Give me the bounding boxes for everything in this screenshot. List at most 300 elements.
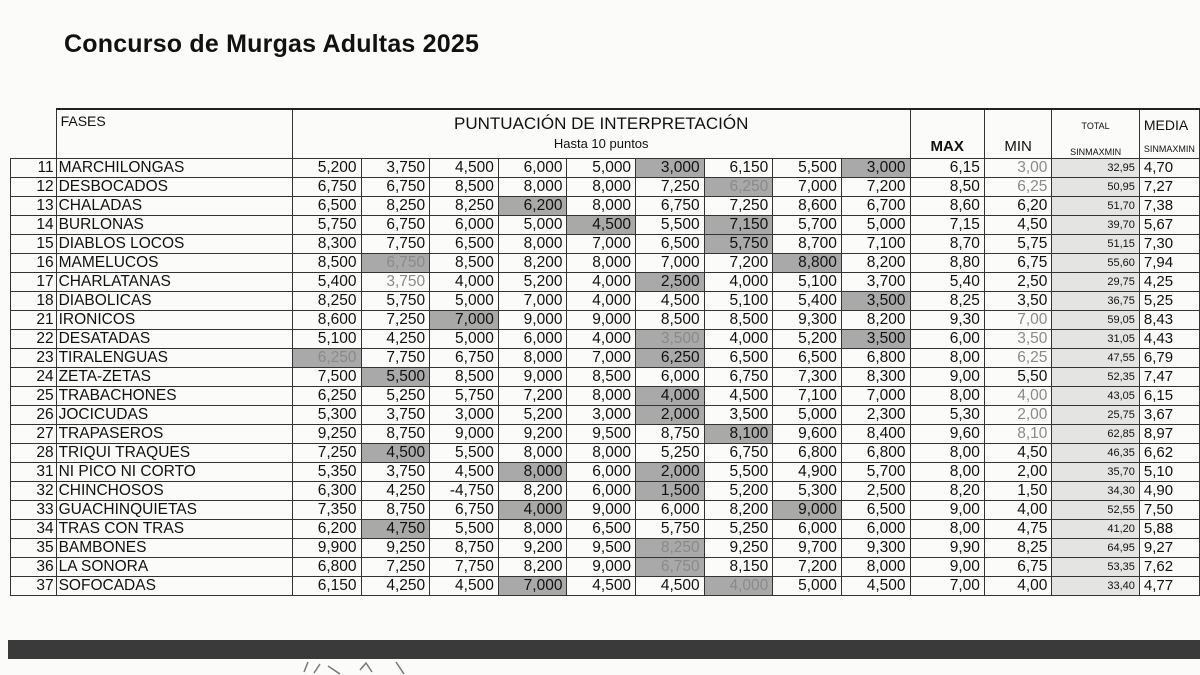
- total-value: 64,95: [1052, 539, 1139, 558]
- media-value: 7,47: [1139, 368, 1199, 387]
- max-value: 9,60: [910, 425, 984, 444]
- group-name: DIABLOS LOCOS: [56, 235, 292, 254]
- row-number: 36: [11, 558, 57, 577]
- judge-score: 6,250: [292, 349, 361, 368]
- judge-score: 6,500: [430, 235, 499, 254]
- judge-score: 6,150: [292, 577, 361, 596]
- judge-score: 5,750: [704, 235, 773, 254]
- judge-score: 2,500: [841, 482, 910, 501]
- max-value: 9,00: [910, 368, 984, 387]
- table-row: [11, 273, 1200, 292]
- judge-score: 6,500: [636, 235, 705, 254]
- row-number: 24: [11, 368, 57, 387]
- row-number: 27: [11, 425, 57, 444]
- judge-score: 8,600: [292, 311, 361, 330]
- table-row: [11, 349, 1200, 368]
- min-value: 4,75: [984, 520, 1051, 539]
- judge-score: 9,000: [567, 558, 636, 577]
- min-value: 4,00: [984, 577, 1051, 596]
- media-value: 5,10: [1139, 463, 1199, 482]
- total-value: 46,35: [1052, 444, 1139, 463]
- judge-score: 8,500: [567, 368, 636, 387]
- judge-score: 8,750: [636, 425, 705, 444]
- judge-score: 8,500: [430, 254, 499, 273]
- judge-score: 3,500: [841, 292, 910, 311]
- judge-score: 3,750: [361, 273, 430, 292]
- judge-score: 9,000: [567, 311, 636, 330]
- judge-score: 4,000: [430, 273, 499, 292]
- judge-score: 6,000: [430, 216, 499, 235]
- judge-score: 1,500: [636, 482, 705, 501]
- max-value: 8,20: [910, 482, 984, 501]
- table-row: [11, 387, 1200, 406]
- judge-score: 6,750: [704, 444, 773, 463]
- media-value: 8,97: [1139, 425, 1199, 444]
- header-fases: FASES: [56, 109, 292, 159]
- judge-score: 7,000: [773, 178, 842, 197]
- judge-score: 8,000: [498, 235, 567, 254]
- total-value: 53,35: [1052, 558, 1139, 577]
- judge-score: 6,200: [498, 197, 567, 216]
- judge-score: 5,000: [567, 159, 636, 178]
- judge-score: 6,750: [292, 178, 361, 197]
- max-value: 8,60: [910, 197, 984, 216]
- judge-score: 5,200: [773, 330, 842, 349]
- judge-score: 8,200: [704, 501, 773, 520]
- judge-score: 6,000: [636, 501, 705, 520]
- table-row: [11, 444, 1200, 463]
- min-value: 7,00: [984, 311, 1051, 330]
- min-value: 2,00: [984, 463, 1051, 482]
- media-value: 6,15: [1139, 387, 1199, 406]
- min-value: 8,25: [984, 539, 1051, 558]
- judge-score: 3,000: [636, 159, 705, 178]
- judge-score: 3,700: [841, 273, 910, 292]
- judge-score: 3,750: [361, 463, 430, 482]
- judge-score: 4,500: [636, 577, 705, 596]
- header-section: [292, 109, 910, 159]
- row-number: 33: [11, 501, 57, 520]
- min-value: 2,00: [984, 406, 1051, 425]
- min-value: 3,50: [984, 330, 1051, 349]
- min-value: 1,50: [984, 482, 1051, 501]
- judge-score: 8,200: [498, 558, 567, 577]
- judge-score: 2,000: [636, 463, 705, 482]
- max-value: 9,00: [910, 558, 984, 577]
- max-value: 7,15: [910, 216, 984, 235]
- judge-score: 5,200: [498, 273, 567, 292]
- judge-score: 5,200: [704, 482, 773, 501]
- judge-score: 5,400: [292, 273, 361, 292]
- judge-score: 9,900: [292, 539, 361, 558]
- judge-score: 5,000: [430, 292, 499, 311]
- judge-score: 9,300: [841, 539, 910, 558]
- total-value: 55,60: [1052, 254, 1139, 273]
- judge-score: 5,750: [361, 292, 430, 311]
- judge-score: 8,000: [567, 254, 636, 273]
- judge-score: 5,200: [498, 406, 567, 425]
- judge-score: 9,000: [773, 501, 842, 520]
- min-value: 4,00: [984, 387, 1051, 406]
- group-name: DIABOLICAS: [56, 292, 292, 311]
- judge-score: 7,000: [841, 387, 910, 406]
- judge-score: 7,150: [704, 216, 773, 235]
- judge-score: 3,500: [841, 330, 910, 349]
- judge-score: 6,250: [704, 178, 773, 197]
- judge-score: 7,750: [361, 349, 430, 368]
- judge-score: 6,250: [636, 349, 705, 368]
- judge-score: 5,000: [773, 577, 842, 596]
- row-number: 34: [11, 520, 57, 539]
- judge-score: 7,000: [498, 577, 567, 596]
- total-value: 62,85: [1052, 425, 1139, 444]
- judge-score: 7,000: [636, 254, 705, 273]
- judge-score: 8,500: [430, 368, 499, 387]
- judge-score: 5,100: [704, 292, 773, 311]
- judge-score: 8,200: [498, 254, 567, 273]
- total-value: 34,30: [1052, 482, 1139, 501]
- media-value: 7,94: [1139, 254, 1199, 273]
- judge-score: 8,200: [841, 254, 910, 273]
- judge-score: 5,100: [773, 273, 842, 292]
- judge-score: 4,500: [430, 463, 499, 482]
- judge-score: 9,200: [498, 539, 567, 558]
- min-value: 3,50: [984, 292, 1051, 311]
- row-number: 22: [11, 330, 57, 349]
- judge-score: 7,000: [430, 311, 499, 330]
- judge-score: 8,750: [361, 501, 430, 520]
- min-value: 6,20: [984, 197, 1051, 216]
- total-value: 25,75: [1052, 406, 1139, 425]
- judge-score: 5,000: [498, 216, 567, 235]
- judge-score: 6,750: [430, 349, 499, 368]
- header-total-label: TOTAL: [1081, 121, 1110, 131]
- judge-score: 9,500: [567, 425, 636, 444]
- row-number: 15: [11, 235, 57, 254]
- judge-score: 3,000: [841, 159, 910, 178]
- judge-score: 8,300: [841, 368, 910, 387]
- judge-score: 6,000: [636, 368, 705, 387]
- judge-score: 7,000: [498, 292, 567, 311]
- row-number: 21: [11, 311, 57, 330]
- row-number: 28: [11, 444, 57, 463]
- row-number: 16: [11, 254, 57, 273]
- judge-score: 5,200: [292, 159, 361, 178]
- group-name: GUACHINQUIETAS: [56, 501, 292, 520]
- judge-score: 4,500: [636, 292, 705, 311]
- table-row: [11, 254, 1200, 273]
- judge-score: -4,750: [430, 482, 499, 501]
- judge-score: 8,200: [498, 482, 567, 501]
- judge-score: 5,500: [430, 444, 499, 463]
- judge-score: 5,500: [704, 463, 773, 482]
- judge-score: 6,500: [773, 349, 842, 368]
- media-value: 4,43: [1139, 330, 1199, 349]
- judge-score: 4,000: [567, 273, 636, 292]
- judge-score: 3,750: [361, 406, 430, 425]
- max-value: 5,30: [910, 406, 984, 425]
- table-row: [11, 577, 1200, 596]
- table-row: [11, 539, 1200, 558]
- min-value: 2,50: [984, 273, 1051, 292]
- judge-score: 8,500: [430, 178, 499, 197]
- min-value: 4,00: [984, 501, 1051, 520]
- media-value: 5,88: [1139, 520, 1199, 539]
- total-value: 39,70: [1052, 216, 1139, 235]
- group-name: CHINCHOSOS: [56, 482, 292, 501]
- table-row: [11, 368, 1200, 387]
- table-row: [11, 482, 1200, 501]
- score-rows: [11, 159, 1200, 596]
- judge-score: 8,600: [773, 197, 842, 216]
- judge-score: 9,700: [773, 539, 842, 558]
- judge-score: 5,500: [361, 368, 430, 387]
- judge-score: 8,400: [841, 425, 910, 444]
- media-value: 4,77: [1139, 577, 1199, 596]
- judge-score: 4,500: [430, 159, 499, 178]
- total-value: 41,20: [1052, 520, 1139, 539]
- judge-score: 6,750: [361, 178, 430, 197]
- judge-score: 9,600: [773, 425, 842, 444]
- header-section-title: PUNTUACIÓN DE INTERPRETACIÓN: [454, 114, 749, 133]
- judge-score: 9,250: [292, 425, 361, 444]
- judge-score: 6,800: [841, 444, 910, 463]
- group-name: TIRALENGUAS: [56, 349, 292, 368]
- judge-score: 5,700: [773, 216, 842, 235]
- judge-score: 6,000: [841, 520, 910, 539]
- judge-score: 4,000: [567, 330, 636, 349]
- group-name: CHALADAS: [56, 197, 292, 216]
- judge-score: 9,000: [498, 311, 567, 330]
- judge-score: 7,250: [361, 311, 430, 330]
- judge-score: 5,400: [773, 292, 842, 311]
- min-value: 6,25: [984, 178, 1051, 197]
- judge-score: 5,250: [704, 520, 773, 539]
- judge-score: 8,000: [498, 444, 567, 463]
- max-value: 7,00: [910, 577, 984, 596]
- judge-score: 4,750: [361, 520, 430, 539]
- judge-score: 3,500: [704, 406, 773, 425]
- judge-score: 6,150: [704, 159, 773, 178]
- judge-score: 5,250: [361, 387, 430, 406]
- judge-score: 8,500: [636, 311, 705, 330]
- group-name: MARCHILONGAS: [56, 159, 292, 178]
- judge-score: 6,800: [292, 558, 361, 577]
- max-value: 8,25: [910, 292, 984, 311]
- group-name: ZETA-ZETAS: [56, 368, 292, 387]
- judge-score: 4,000: [498, 501, 567, 520]
- judge-score: 5,000: [430, 330, 499, 349]
- header-min: MIN: [984, 109, 1051, 159]
- judge-score: 6,500: [704, 349, 773, 368]
- total-value: 51,15: [1052, 235, 1139, 254]
- judge-score: 4,000: [704, 273, 773, 292]
- min-value: 4,50: [984, 216, 1051, 235]
- row-number: 35: [11, 539, 57, 558]
- total-value: 36,75: [1052, 292, 1139, 311]
- table-row: [11, 159, 1200, 178]
- judge-score: 4,000: [636, 387, 705, 406]
- judge-score: 8,500: [704, 311, 773, 330]
- judge-score: 5,500: [773, 159, 842, 178]
- judge-score: 6,000: [773, 520, 842, 539]
- total-value: 51,70: [1052, 197, 1139, 216]
- max-value: 9,00: [910, 501, 984, 520]
- table-row: [11, 235, 1200, 254]
- media-value: 7,27: [1139, 178, 1199, 197]
- handwritten-mark: [300, 660, 420, 675]
- judge-score: 7,250: [704, 197, 773, 216]
- judge-score: 4,250: [361, 482, 430, 501]
- judge-score: 4,500: [841, 577, 910, 596]
- judge-score: 2,500: [636, 273, 705, 292]
- judge-score: 4,500: [567, 577, 636, 596]
- judge-score: 6,000: [498, 330, 567, 349]
- row-number: 17: [11, 273, 57, 292]
- header-media-sub: SINMAXMIN: [1143, 144, 1195, 154]
- media-value: 5,67: [1139, 216, 1199, 235]
- judge-score: 6,750: [430, 501, 499, 520]
- group-name: MAMELUCOS: [56, 254, 292, 273]
- judge-score: 3,750: [361, 159, 430, 178]
- judge-score: 5,300: [773, 482, 842, 501]
- judge-score: 5,700: [841, 463, 910, 482]
- judge-score: 8,000: [498, 520, 567, 539]
- judge-score: 4,500: [567, 216, 636, 235]
- judge-score: 8,200: [841, 311, 910, 330]
- judge-score: 8,700: [773, 235, 842, 254]
- judge-score: 5,350: [292, 463, 361, 482]
- judge-score: 8,800: [773, 254, 842, 273]
- group-name: TRAPASEROS: [56, 425, 292, 444]
- media-value: 9,27: [1139, 539, 1199, 558]
- group-name: LA SONORA: [56, 558, 292, 577]
- judge-score: 4,250: [361, 330, 430, 349]
- judge-score: 4,000: [567, 292, 636, 311]
- judge-score: 8,000: [567, 387, 636, 406]
- total-value: 29,75: [1052, 273, 1139, 292]
- table-row: [11, 216, 1200, 235]
- judge-score: 6,750: [636, 197, 705, 216]
- judge-score: 8,000: [567, 444, 636, 463]
- judge-score: 6,750: [636, 558, 705, 577]
- judge-score: 8,150: [704, 558, 773, 577]
- max-value: 8,00: [910, 463, 984, 482]
- group-name: SOFOCADAS: [56, 577, 292, 596]
- judge-score: 5,500: [430, 520, 499, 539]
- judge-score: 9,500: [567, 539, 636, 558]
- score-table: [10, 108, 1200, 596]
- group-name: TRABACHONES: [56, 387, 292, 406]
- media-value: 5,25: [1139, 292, 1199, 311]
- max-value: 5,40: [910, 273, 984, 292]
- judge-score: 7,200: [704, 254, 773, 273]
- min-value: 6,75: [984, 254, 1051, 273]
- judge-score: 7,200: [773, 558, 842, 577]
- group-name: TRIQUI TRAQUES: [56, 444, 292, 463]
- judge-score: 6,000: [567, 463, 636, 482]
- judge-score: 8,000: [841, 558, 910, 577]
- table-row: [11, 406, 1200, 425]
- judge-score: 9,250: [704, 539, 773, 558]
- judge-score: 8,000: [567, 197, 636, 216]
- header-blank: [11, 109, 57, 159]
- judge-score: 4,500: [430, 577, 499, 596]
- table-row: [11, 311, 1200, 330]
- table-row: [11, 178, 1200, 197]
- judge-score: 6,200: [292, 520, 361, 539]
- document-title: Concurso de Murgas Adultas 2025: [64, 30, 480, 58]
- total-value: 50,95: [1052, 178, 1139, 197]
- judge-score: 5,300: [292, 406, 361, 425]
- judge-score: 8,000: [498, 463, 567, 482]
- judge-score: 2,000: [636, 406, 705, 425]
- judge-score: 6,000: [567, 482, 636, 501]
- judge-score: 9,000: [430, 425, 499, 444]
- row-number: 37: [11, 577, 57, 596]
- total-value: 52,55: [1052, 501, 1139, 520]
- judge-score: 7,350: [292, 501, 361, 520]
- max-value: 8,00: [910, 387, 984, 406]
- judge-score: 7,000: [567, 349, 636, 368]
- min-value: 4,50: [984, 444, 1051, 463]
- row-number: 26: [11, 406, 57, 425]
- media-value: 4,25: [1139, 273, 1199, 292]
- judge-score: 6,250: [292, 387, 361, 406]
- judge-score: 5,250: [636, 444, 705, 463]
- media-value: 7,62: [1139, 558, 1199, 577]
- total-value: 43,05: [1052, 387, 1139, 406]
- total-value: 47,55: [1052, 349, 1139, 368]
- judge-score: 6,750: [361, 216, 430, 235]
- judge-score: 3,000: [567, 406, 636, 425]
- judge-score: 7,100: [773, 387, 842, 406]
- row-number: 18: [11, 292, 57, 311]
- table-row: [11, 197, 1200, 216]
- judge-score: 5,500: [636, 216, 705, 235]
- media-value: 3,67: [1139, 406, 1199, 425]
- group-name: TRAS CON TRAS: [56, 520, 292, 539]
- media-value: 6,62: [1139, 444, 1199, 463]
- header-media: [1139, 109, 1199, 159]
- group-name: BURLONAS: [56, 216, 292, 235]
- max-value: 8,00: [910, 349, 984, 368]
- judge-score: 8,000: [498, 349, 567, 368]
- group-name: JOCICUDAS: [56, 406, 292, 425]
- row-number: 14: [11, 216, 57, 235]
- header-media-label: MEDIA: [1143, 117, 1189, 133]
- row-number: 31: [11, 463, 57, 482]
- media-value: 8,43: [1139, 311, 1199, 330]
- max-value: 9,90: [910, 539, 984, 558]
- table-row: [11, 558, 1200, 577]
- judge-score: 9,300: [773, 311, 842, 330]
- group-name: IRONICOS: [56, 311, 292, 330]
- row-number: 11: [11, 159, 57, 178]
- min-value: 6,25: [984, 349, 1051, 368]
- row-number: 13: [11, 197, 57, 216]
- judge-score: 8,750: [430, 539, 499, 558]
- media-value: 7,30: [1139, 235, 1199, 254]
- judge-score: 5,000: [841, 216, 910, 235]
- judge-score: 8,000: [567, 178, 636, 197]
- judge-score: 5,100: [292, 330, 361, 349]
- group-name: NI PICO NI CORTO: [56, 463, 292, 482]
- judge-score: 6,800: [841, 349, 910, 368]
- judge-score: 3,500: [636, 330, 705, 349]
- total-value: 59,05: [1052, 311, 1139, 330]
- judge-score: 6,500: [841, 501, 910, 520]
